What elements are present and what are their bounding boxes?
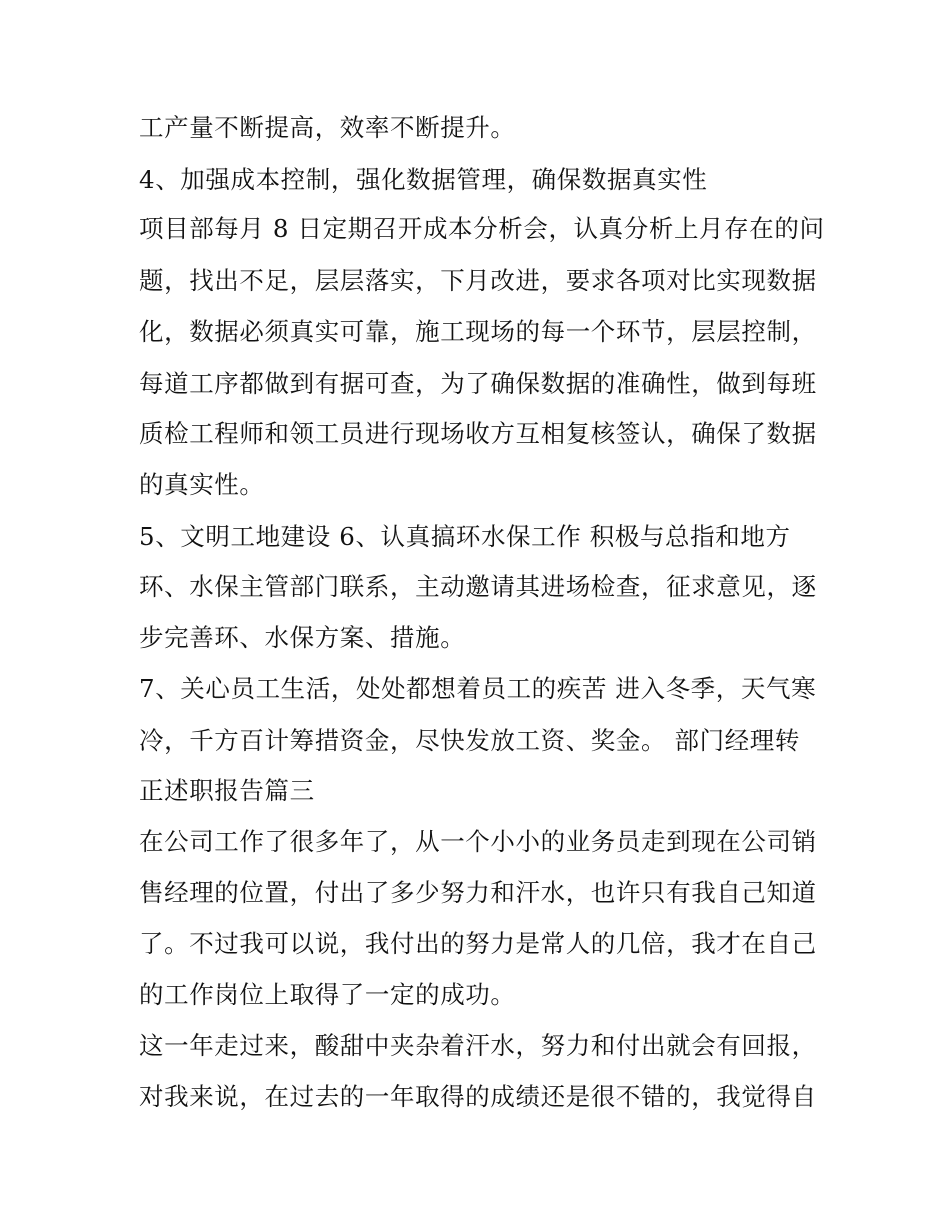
text-line: 冷，千方百计筹措资金，尽快发放工资、奖金。 部门经理转 [139,726,800,755]
text-line: 7、关心员工生活，处处都想着员工的疾苦 进入冬季，天气寒 [139,674,817,703]
text-line: 对我来说，在过去的一年取得的成绩还是很不错的，我觉得自 [139,1082,817,1111]
text-line: 在公司工作了很多年了，从一个小小的业务员走到现在公司销 [139,827,817,856]
text-line: 质检工程师和领工员进行现场收方互相复核签认，确保了数据 [139,419,817,448]
text-line: 题，找出不足，层层落实，下月改进，要求各项对比实现数据 [139,266,817,295]
text-line: 售经理的位置，付出了多少努力和汗水，也许只有我自己知道 [139,878,817,907]
text-line: 4、加强成本控制，强化数据管理，确保数据真实性 [139,165,708,194]
text-line: 步完善环、水保方案、措施。 [139,623,466,652]
text-line: 化，数据必须真实可靠，施工现场的每一个环节，层层控制， [139,317,817,346]
text-line: 正述职报告篇三 [139,776,315,805]
text-line: 每道工序都做到有据可查，为了确保数据的准确性，做到每班 [139,369,817,398]
text-line: 这一年走过来，酸甜中夹杂着汗水，努力和付出就会有回报， [139,1031,817,1060]
text-line: 工产量不断提高，效率不断提升。 [139,113,516,142]
text-line: 环、水保主管部门联系，主动邀请其进场检查，征求意见，逐 [139,572,817,601]
text-line: 项目部每月 8 日定期召开成本分析会，认真分析上月存在的问 [139,214,825,243]
text-line: 5、文明工地建设 6、认真搞环水保工作 积极与总指和地方 [139,522,791,551]
text-line: 的工作岗位上取得了一定的成功。 [139,980,516,1009]
text-line: 的真实性。 [139,470,265,499]
text-line: 了。不过我可以说，我付出的努力是常人的几倍，我才在自己 [139,929,817,958]
